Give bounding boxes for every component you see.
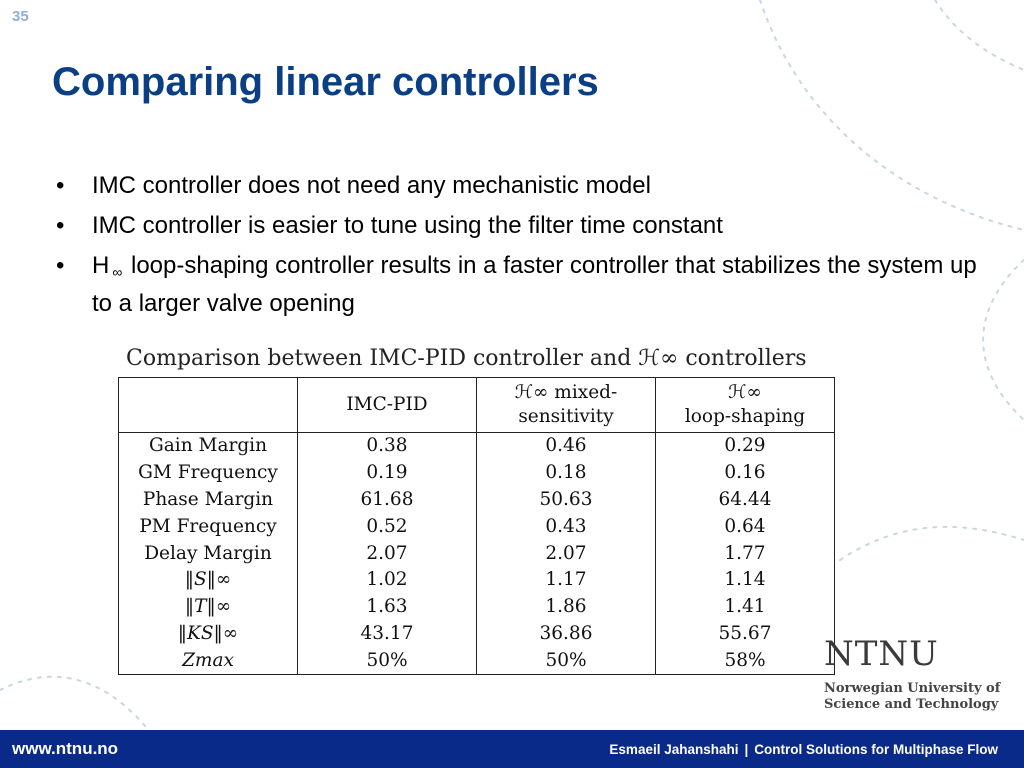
bullet-prefix: H <box>92 252 110 279</box>
footer-separator: | <box>744 742 749 757</box>
row-label: ‖T‖∞ <box>119 594 298 621</box>
table-cell: 2.07 <box>477 540 656 567</box>
logo-wordmark: NTNU <box>824 634 939 674</box>
header-line: IMC-PID <box>346 394 428 415</box>
bullet-subscript: ∞ <box>112 264 123 280</box>
bullet-text: IMC controller is easier to tune using the filter time constant <box>92 212 723 239</box>
table-cell: 2.07 <box>298 540 477 567</box>
bullet-list <box>56 170 986 328</box>
logo-subtitle-line2: Science and Technology <box>824 697 999 712</box>
table-cell: 1.17 <box>477 567 656 594</box>
table-row <box>119 647 835 674</box>
footer-course: Control Solutions for Multiphase Flow <box>754 742 998 757</box>
table-cell: 58% <box>656 647 835 674</box>
row-label: GM Frequency <box>119 460 298 487</box>
table-cell: 36.86 <box>477 621 656 648</box>
table-cell: 0.52 <box>298 513 477 540</box>
header-cell-imc-pid <box>298 378 477 433</box>
table-cell: 1.86 <box>477 594 656 621</box>
header-cell-mixed-sensitivity <box>477 378 656 433</box>
row-label: Phase Margin <box>119 487 298 514</box>
bullet-marker: • <box>56 252 65 279</box>
table-cell: 0.18 <box>477 460 656 487</box>
row-label: PM Frequency <box>119 513 298 540</box>
table-row <box>119 460 835 487</box>
table-cell: 1.14 <box>656 567 835 594</box>
bullet-item <box>56 170 986 202</box>
row-label: Zmax <box>119 647 298 674</box>
row-label: ‖S‖∞ <box>119 567 298 594</box>
row-label: Delay Margin <box>119 540 298 567</box>
table-cell: 43.17 <box>298 621 477 648</box>
header-cell-loop-shaping <box>656 378 835 433</box>
table-cell: 0.64 <box>656 513 835 540</box>
table-cell: 64.44 <box>656 487 835 514</box>
table-cell: 50% <box>477 647 656 674</box>
logo-subtitle-line1: Norwegian University of <box>824 681 1001 696</box>
bullet-item <box>56 250 986 320</box>
comparison-table <box>118 377 835 675</box>
table-cell: 1.02 <box>298 567 477 594</box>
bullet-text: loop-shaping controller results in a faster controller that stabilizes the system up to a larger valve opening <box>92 252 977 317</box>
table-cell: 55.67 <box>656 621 835 648</box>
row-label: ‖KS‖∞ <box>119 621 298 648</box>
bullet-marker: • <box>56 212 65 239</box>
row-label: Gain Margin <box>119 433 298 460</box>
table-cell: 1.41 <box>656 594 835 621</box>
header-cell-empty <box>119 378 298 433</box>
bullet-item <box>56 210 986 242</box>
table-cell: 50.63 <box>477 487 656 514</box>
table-cell: 61.68 <box>298 487 477 514</box>
slide-number: 35 <box>12 8 29 25</box>
footer-url-link[interactable]: www.ntnu.no <box>12 739 119 758</box>
header-line: loop-shaping <box>684 406 806 427</box>
bullet-marker: • <box>56 172 65 199</box>
header-line: ℋ∞ <box>728 382 762 403</box>
table-caption: Comparison between IMC-PID controller and ℋ∞ controllers <box>126 346 807 371</box>
table-row <box>119 567 835 594</box>
table-cell: 50% <box>298 647 477 674</box>
table-cell: 0.16 <box>656 460 835 487</box>
table-cell: 1.77 <box>656 540 835 567</box>
table-row <box>119 513 835 540</box>
table-cell: 1.63 <box>298 594 477 621</box>
table-cell: 0.19 <box>298 460 477 487</box>
header-line: ℋ∞ mixed- <box>514 382 618 403</box>
table-cell: 0.29 <box>656 433 835 460</box>
footer-info <box>609 742 998 757</box>
slide-title: Comparing linear controllers <box>52 60 599 104</box>
table-cell: 0.38 <box>298 433 477 460</box>
header-line: sensitivity <box>518 406 614 427</box>
table-header-row <box>119 378 835 433</box>
table-row <box>119 433 835 460</box>
footer-author: Esmaeil Jahanshahi <box>609 742 739 757</box>
table-cell: 0.46 <box>477 433 656 460</box>
footer-bar <box>0 730 1024 768</box>
ntnu-logo <box>824 636 1000 713</box>
table-row <box>119 540 835 567</box>
table-cell: 0.43 <box>477 513 656 540</box>
table-row <box>119 487 835 514</box>
table-row <box>119 594 835 621</box>
table-row <box>119 621 835 648</box>
bullet-text: IMC controller does not need any mechanistic model <box>92 172 651 199</box>
